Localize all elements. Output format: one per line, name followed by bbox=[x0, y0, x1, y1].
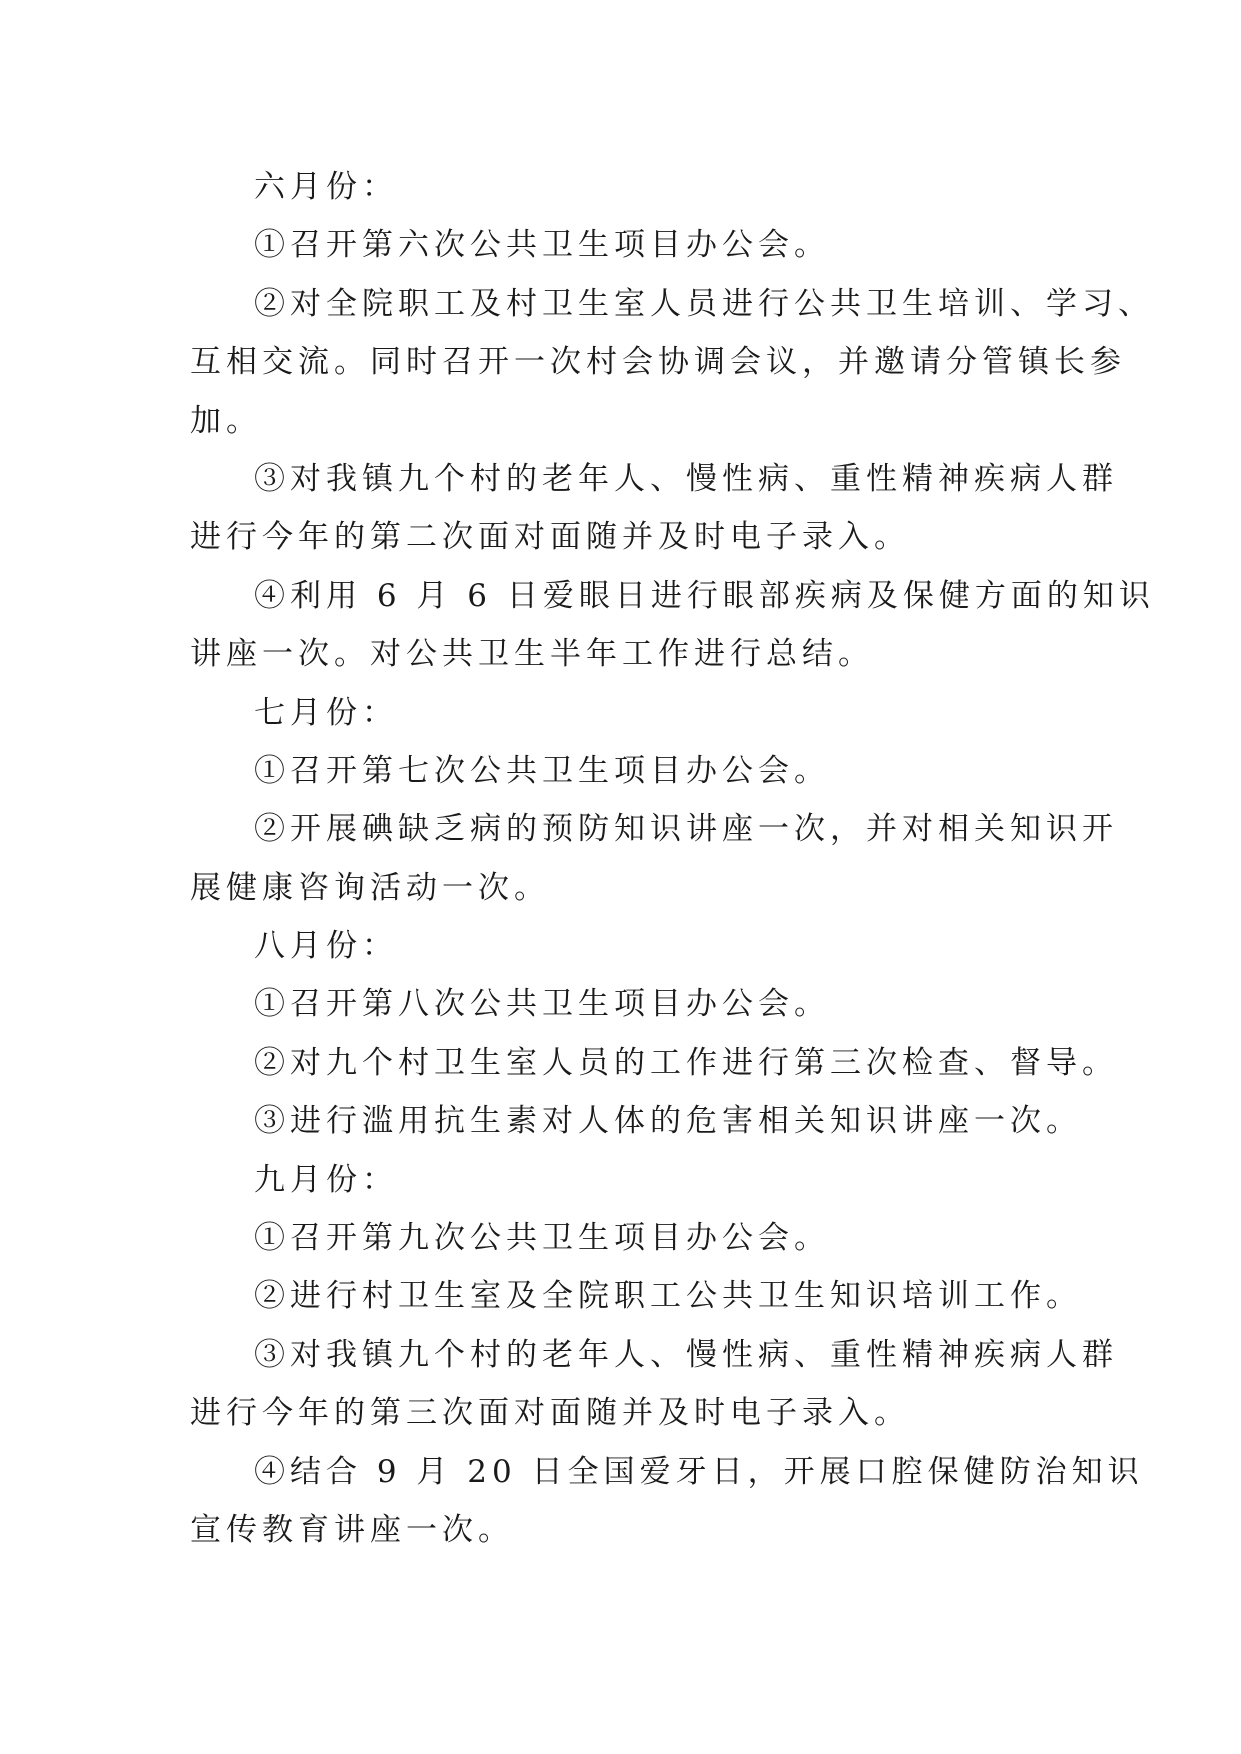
paragraph-line: ①召开第八次公共卫生项目办公会。 bbox=[254, 986, 830, 1023]
paragraph-line: ①召开第九次公共卫生项目办公会。 bbox=[254, 1220, 830, 1257]
paragraph-line: 进行今年的第三次面对面随并及时电子录入。 bbox=[190, 1395, 910, 1432]
heading-september: 九月份： bbox=[254, 1161, 398, 1198]
document-page bbox=[190, 158, 1155, 1559]
paragraph-line: 展健康咨询活动一次。 bbox=[190, 869, 550, 906]
paragraph-line: ②进行村卫生室及全院职工公共卫生知识培训工作。 bbox=[254, 1278, 1082, 1315]
paragraph-line: ④结合 9 月 20 日全国爱牙日，开展口腔保健防治知识 bbox=[254, 1453, 1144, 1490]
paragraph-line: ③对我镇九个村的老年人、慢性病、重性精神疾病人群 bbox=[254, 460, 1118, 497]
paragraph-line: ①召开第七次公共卫生项目办公会。 bbox=[254, 752, 830, 789]
paragraph-line: ④利用 6 月 6 日爱眼日进行眼部疾病及保健方面的知识 bbox=[254, 577, 1155, 614]
paragraph-line: ③对我镇九个村的老年人、慢性病、重性精神疾病人群 bbox=[254, 1336, 1118, 1373]
paragraph-line: 进行今年的第二次面对面随并及时电子录入。 bbox=[190, 519, 910, 556]
heading-august: 八月份： bbox=[254, 928, 398, 965]
paragraph-line: ①召开第六次公共卫生项目办公会。 bbox=[254, 227, 830, 264]
heading-july: 七月份： bbox=[254, 694, 398, 731]
paragraph-line: ②开展碘缺乏病的预防知识讲座一次，并对相关知识开 bbox=[254, 811, 1118, 848]
paragraph-line: 加。 bbox=[190, 402, 262, 439]
paragraph-line: ②对九个村卫生室人员的工作进行第三次检查、督导。 bbox=[254, 1044, 1118, 1081]
paragraph-line: 互相交流。同时召开一次村会协调会议，并邀请分管镇长参 bbox=[190, 344, 1126, 381]
paragraph-line: 宣传教育讲座一次。 bbox=[190, 1511, 514, 1548]
paragraph-line: ②对全院职工及村卫生室人员进行公共卫生培训、学习、 bbox=[254, 285, 1154, 322]
paragraph-line: ③进行滥用抗生素对人体的危害相关知识讲座一次。 bbox=[254, 1103, 1082, 1140]
paragraph-line: 讲座一次。对公共卫生半年工作进行总结。 bbox=[190, 636, 874, 673]
heading-june: 六月份： bbox=[254, 169, 398, 205]
